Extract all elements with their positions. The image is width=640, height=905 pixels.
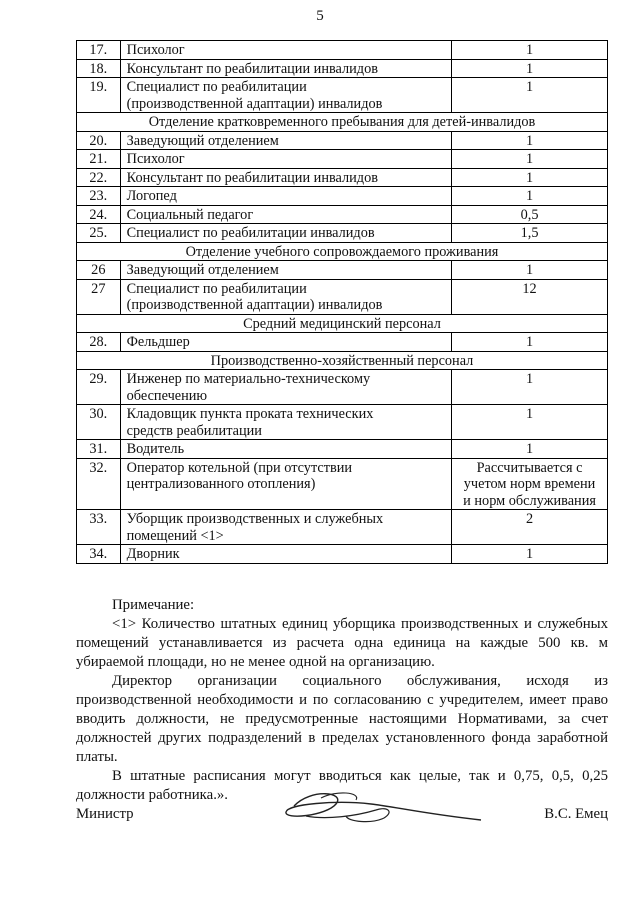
table-row	[77, 168, 608, 187]
position-name: Специалист по реабилитации (производственной адаптации) инвалидов	[120, 78, 451, 113]
position-name: Консультант по реабилитации инвалидов	[120, 59, 451, 78]
table-row	[77, 78, 608, 113]
staff-quantity: 1	[452, 545, 608, 564]
minister-title: Министр	[76, 806, 134, 822]
section-row	[77, 351, 608, 370]
table-row	[77, 370, 608, 405]
position-name: Водитель	[120, 440, 451, 459]
staff-table-body	[77, 41, 608, 564]
handwritten-signature	[276, 786, 496, 841]
position-name: Фельдшер	[120, 333, 451, 352]
staff-quantity: 2	[452, 510, 608, 545]
staff-quantity: 1	[452, 440, 608, 459]
row-number: 21.	[77, 150, 121, 169]
row-number: 32.	[77, 458, 121, 510]
position-name: Оператор котельной (при отсутствии централизованного отопления)	[120, 458, 451, 510]
table-row	[77, 41, 608, 60]
section-title: Средний медицинский персонал	[77, 314, 608, 333]
row-number: 19.	[77, 78, 121, 113]
staff-quantity: 12	[452, 279, 608, 314]
position-name: Кладовщик пункта проката технических средств реабилитации	[120, 405, 451, 440]
table-row	[77, 279, 608, 314]
row-number: 24.	[77, 205, 121, 224]
signer-name: В.С. Емец	[544, 806, 608, 822]
section-row	[77, 314, 608, 333]
position-name: Заведующий отделением	[120, 261, 451, 280]
page-number: 5	[316, 8, 324, 24]
position-name: Специалист по реабилитации инвалидов	[120, 224, 451, 243]
section-row	[77, 242, 608, 261]
row-number: 17.	[77, 41, 121, 60]
table-row	[77, 150, 608, 169]
notes-section	[76, 596, 608, 805]
staff-quantity: Рассчитывается с учетом норм времени и норм обслуживания	[452, 458, 608, 510]
table-row	[77, 131, 608, 150]
staff-quantity: 1	[452, 41, 608, 60]
staff-quantity: 1	[452, 333, 608, 352]
row-number: 31.	[77, 440, 121, 459]
row-number: 27	[77, 279, 121, 314]
row-number: 29.	[77, 370, 121, 405]
position-name: Специалист по реабилитации (производственной адаптации) инвалидов	[120, 279, 451, 314]
row-number: 22.	[77, 168, 121, 187]
staff-quantity: 0,5	[452, 205, 608, 224]
position-name: Уборщик производственных и служебных помещений <1>	[120, 510, 451, 545]
section-title: Отделение кратковременного пребывания для детей-инвалидов	[77, 113, 608, 132]
table-row	[77, 224, 608, 243]
row-number: 18.	[77, 59, 121, 78]
row-number: 20.	[77, 131, 121, 150]
table-row	[77, 458, 608, 510]
note-paragraph-2: Директор организации социального обслуживания, исходя из производственной необходимости и по согласованию с учредителем, имеет право вводить должности, не предусмотренные настоящими Нормативами, за счет должностей других подразделений в пределах установленного фонда заработной платы.	[76, 673, 608, 765]
notes-heading: Примечание:	[112, 597, 195, 613]
position-name: Инженер по материально-техническому обеспечению	[120, 370, 451, 405]
note-paragraph-3: В штатные расписания могут вводиться как целые, так и 0,75, 0,5, 0,25 должности работника.».	[76, 768, 608, 803]
position-name: Психолог	[120, 150, 451, 169]
staff-quantity: 1	[452, 59, 608, 78]
section-row	[77, 113, 608, 132]
section-title: Производственно-хозяйственный персонал	[77, 351, 608, 370]
position-name: Социальный педагог	[120, 205, 451, 224]
staff-table	[76, 40, 608, 564]
staff-quantity: 1	[452, 78, 608, 113]
row-number: 30.	[77, 405, 121, 440]
staff-quantity: 1,5	[452, 224, 608, 243]
position-name: Логопед	[120, 187, 451, 206]
note-paragraph-1: <1> Количество штатных единиц уборщика производственных и служебных помещений устанавливается из расчета одна единица на каждые 500 кв. м убираемой площади, но не менее одной на организацию.	[76, 616, 608, 670]
row-number: 23.	[77, 187, 121, 206]
row-number: 25.	[77, 224, 121, 243]
staff-quantity: 1	[452, 131, 608, 150]
row-number: 33.	[77, 510, 121, 545]
table-row	[77, 510, 608, 545]
table-row	[77, 261, 608, 280]
row-number: 28.	[77, 333, 121, 352]
staff-quantity: 1	[452, 168, 608, 187]
staff-quantity: 1	[452, 150, 608, 169]
table-row	[77, 545, 608, 564]
signature-block	[76, 806, 608, 866]
table-row	[77, 205, 608, 224]
position-name: Заведующий отделением	[120, 131, 451, 150]
position-name: Консультант по реабилитации инвалидов	[120, 168, 451, 187]
staff-quantity: 1	[452, 370, 608, 405]
position-name: Психолог	[120, 41, 451, 60]
row-number: 34.	[77, 545, 121, 564]
staff-quantity: 1	[452, 405, 608, 440]
row-number: 26	[77, 261, 121, 280]
table-row	[77, 440, 608, 459]
table-row	[77, 187, 608, 206]
table-row	[77, 59, 608, 78]
table-row	[77, 405, 608, 440]
position-name: Дворник	[120, 545, 451, 564]
staff-quantity: 1	[452, 261, 608, 280]
table-row	[77, 333, 608, 352]
staff-quantity: 1	[452, 187, 608, 206]
section-title: Отделение учебного сопровождаемого проживания	[77, 242, 608, 261]
